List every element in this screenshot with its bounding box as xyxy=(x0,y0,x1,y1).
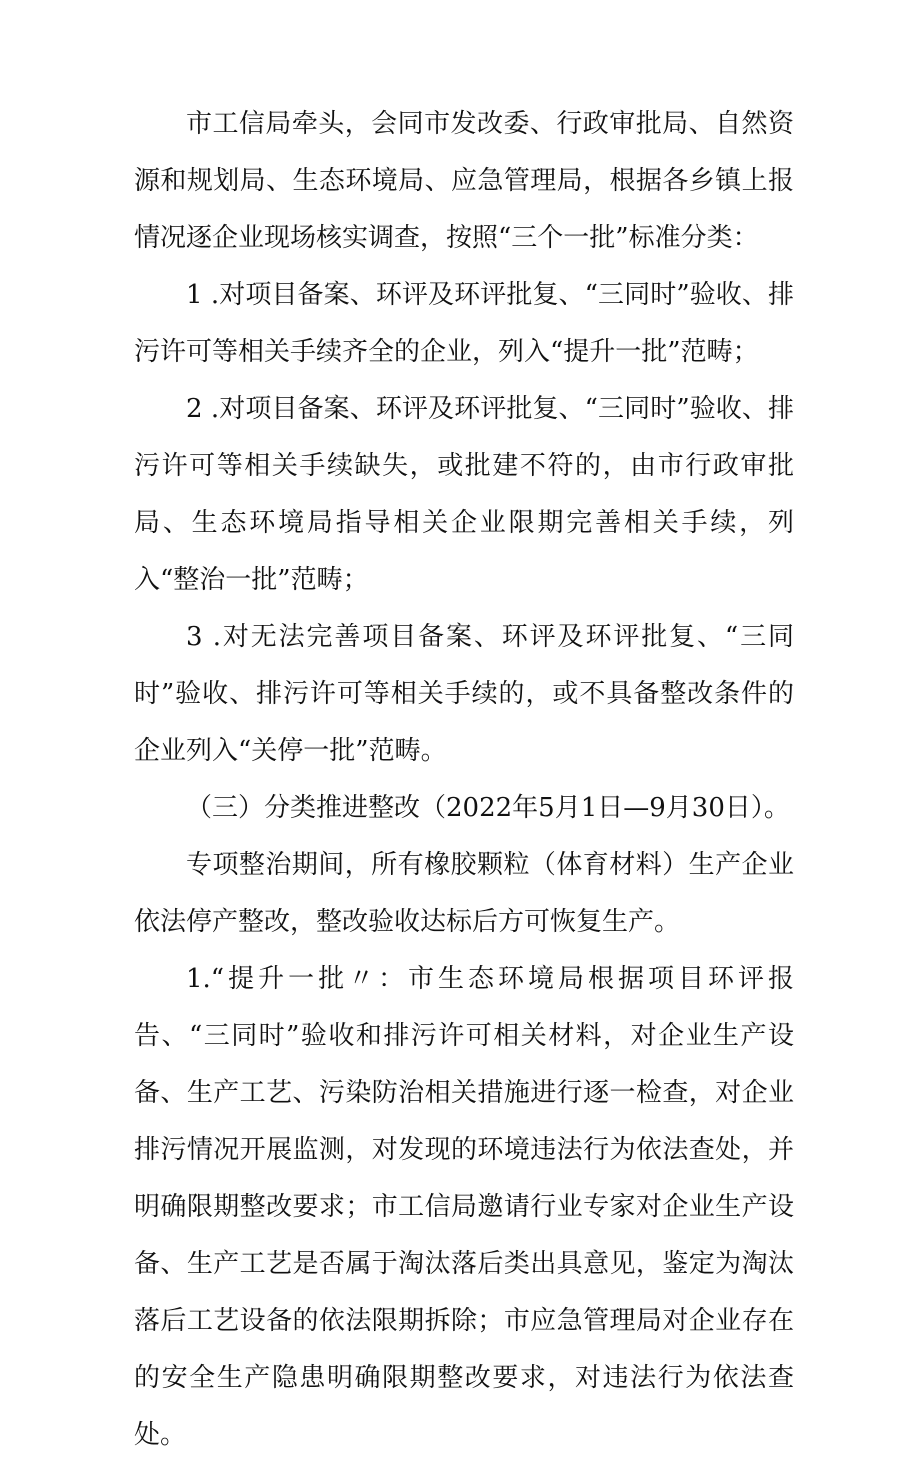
paragraph-item-2-rectify: 2 .对项目备案、环评及环评批复、“三同时”验收、排污许可等相关手续缺失，或批建不符的，由市行政审批局、生态环境局指导相关企业限期完善相关手续，列入“整治一批”范畴； xyxy=(134,394,794,595)
section-heading-rectification: （三）分类推进整改（2022年5月1日—9月30日）。 xyxy=(186,793,790,823)
document-body xyxy=(134,96,794,1464)
paragraph-upgrade-details: 1.“提升一批〃：市生态环境局根据项目环评报告、“三同时”验收和排污许可相关材料，对企业生产设备、生产工艺、污染防治相关措施进行逐一检查，对企业排污情况开展监测，对发现的环境违法行为依法查处，并明确限期整改要求；市工信局邀请行业专家对企业生产设备、生产工艺是否属于淘汰落后类出具意见，鉴定为淘汰落后工艺设备的依法限期拆除；市应急管理局对企业存在的安全生产隐患明确限期整改要求，对违法行为依法查处。 xyxy=(134,964,794,1450)
paragraph-item-1-upgrade: 1 .对项目备案、环评及环评批复、“三同时”验收、排污许可等相关手续齐全的企业，列入“提升一批”范畴； xyxy=(134,280,794,367)
paragraph-classification-intro: 市工信局牵头，会同市发改委、行政审批局、自然资源和规划局、生态环境局、应急管理局，根据各乡镇上报情况逐企业现场核实调查，按照“三个一批”标准分类： xyxy=(134,109,794,253)
paragraph-item-3-shutdown: 3 .对无法完善项目备案、环评及环评批复、“三同时”验收、排污许可等相关手续的，或不具备整改条件的企业列入“关停一批”范畴。 xyxy=(134,622,794,766)
paragraph-special-period: 专项整治期间，所有橡胶颗粒（体育材料）生产企业依法停产整改，整改验收达标后方可恢复生产。 xyxy=(134,850,794,937)
